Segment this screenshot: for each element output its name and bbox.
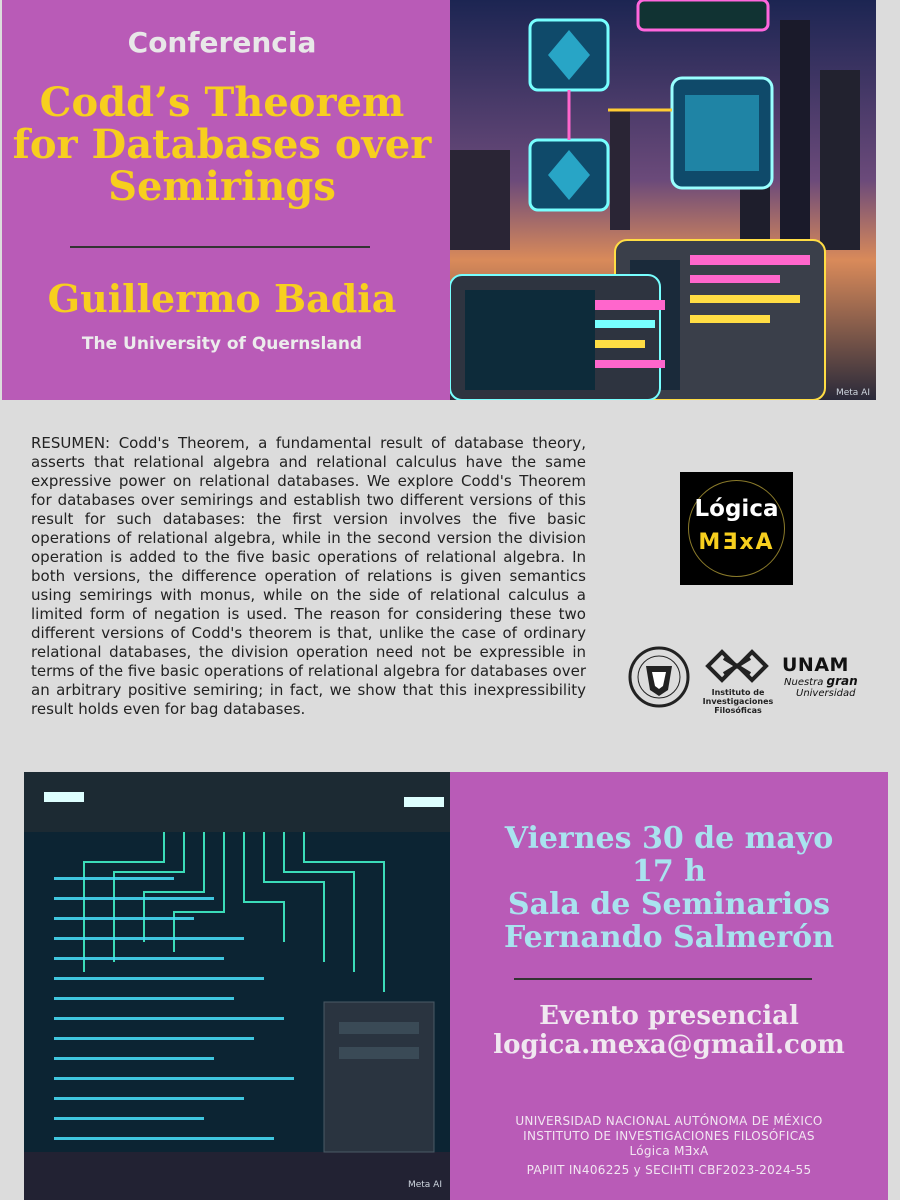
logo-ring [688, 480, 785, 577]
footer-group: Lógica MƎxA [629, 1144, 709, 1158]
unam-slogan-word-3: Universidad [796, 688, 856, 699]
circuit-code-image [24, 772, 450, 1200]
unam-slogan-word-2: gran [826, 674, 858, 688]
watermark: Meta AI [407, 1180, 442, 1190]
iif-name: Instituto de Investigaciones Filosóficas [702, 688, 774, 715]
unam-title: UNAM [782, 654, 849, 676]
contact-email[interactable]: logica.mexa@gmail.com [493, 1030, 845, 1060]
abstract-text: RESUMEN: Codd's Theorem, a fundamental result of database theory, asserts that relational algebra and relational calculus have the same expressive power on relational databases. We explore Codd's Theorem for databases over semirings and establish two different versions of this result for such databases: the first version involves the five basic operations of relational algebra, while in the second version the division operation is added to the five basic operations of relational algebra. In both versions, the difference operation of relations is given semantics using semirings with monus, while on the side of relational calculus a limited form of negation is used. The reason for considering these two different versions of Codd's theorem is that, unlike the case of ordinary relational databases, the division operation need not be expressible in terms of the five basic operations of relational algebra for databases over an arbitrary positive semiring; in fact, we show that this inexpressibility result holds even for bag databases. [31, 434, 586, 718]
event-mode: Evento presencial [539, 1001, 799, 1031]
futuristic-database-image [450, 0, 876, 400]
unam-slogan-word-1: Nuestra [784, 677, 824, 688]
footer-university: UNIVERSIDAD NACIONAL AUTÓNOMA DE MÉXICO [515, 1114, 823, 1128]
logo-text-logica: Lógica [694, 496, 779, 522]
event-details-panel [450, 772, 888, 1200]
talk-title: Codd’s Theorem for Databases over Semirings [12, 79, 432, 210]
logo-text-mexa: MƎxA [698, 530, 775, 555]
event-contact [450, 1002, 888, 1060]
conference-label: Conferencia [127, 26, 317, 59]
speaker-name: Guillermo Badia [47, 276, 397, 321]
header-panel [2, 0, 450, 400]
divider [70, 246, 370, 248]
server-illustration [450, 0, 876, 400]
unam-seal-icon [628, 644, 690, 710]
logica-mexa-logo [680, 472, 793, 585]
event-time: 17 h [631, 854, 706, 889]
footer-credits [450, 1114, 888, 1178]
event-room-name: Fernando Salmerón [504, 920, 834, 955]
speaker-affiliation: The University of Quernsland [81, 334, 363, 354]
event-date-place [450, 822, 888, 954]
divider [514, 978, 812, 980]
circuit-illustration [24, 772, 450, 1200]
event-room: Sala de Seminarios [507, 887, 831, 922]
footer-institute: INSTITUTO DE INVESTIGACIONES FILOSÓFICAS [523, 1129, 815, 1143]
iif-logo-icon [704, 646, 770, 686]
unam-slogan [784, 676, 858, 699]
institution-logos [628, 644, 858, 714]
watermark: Meta AI [835, 388, 870, 398]
unam-wordmark [782, 654, 858, 699]
footer-funding: PAPIIT IN406225 y SECIHTI CBF2023-2024-55 [526, 1163, 812, 1177]
event-date: Viernes 30 de mayo [504, 821, 834, 856]
